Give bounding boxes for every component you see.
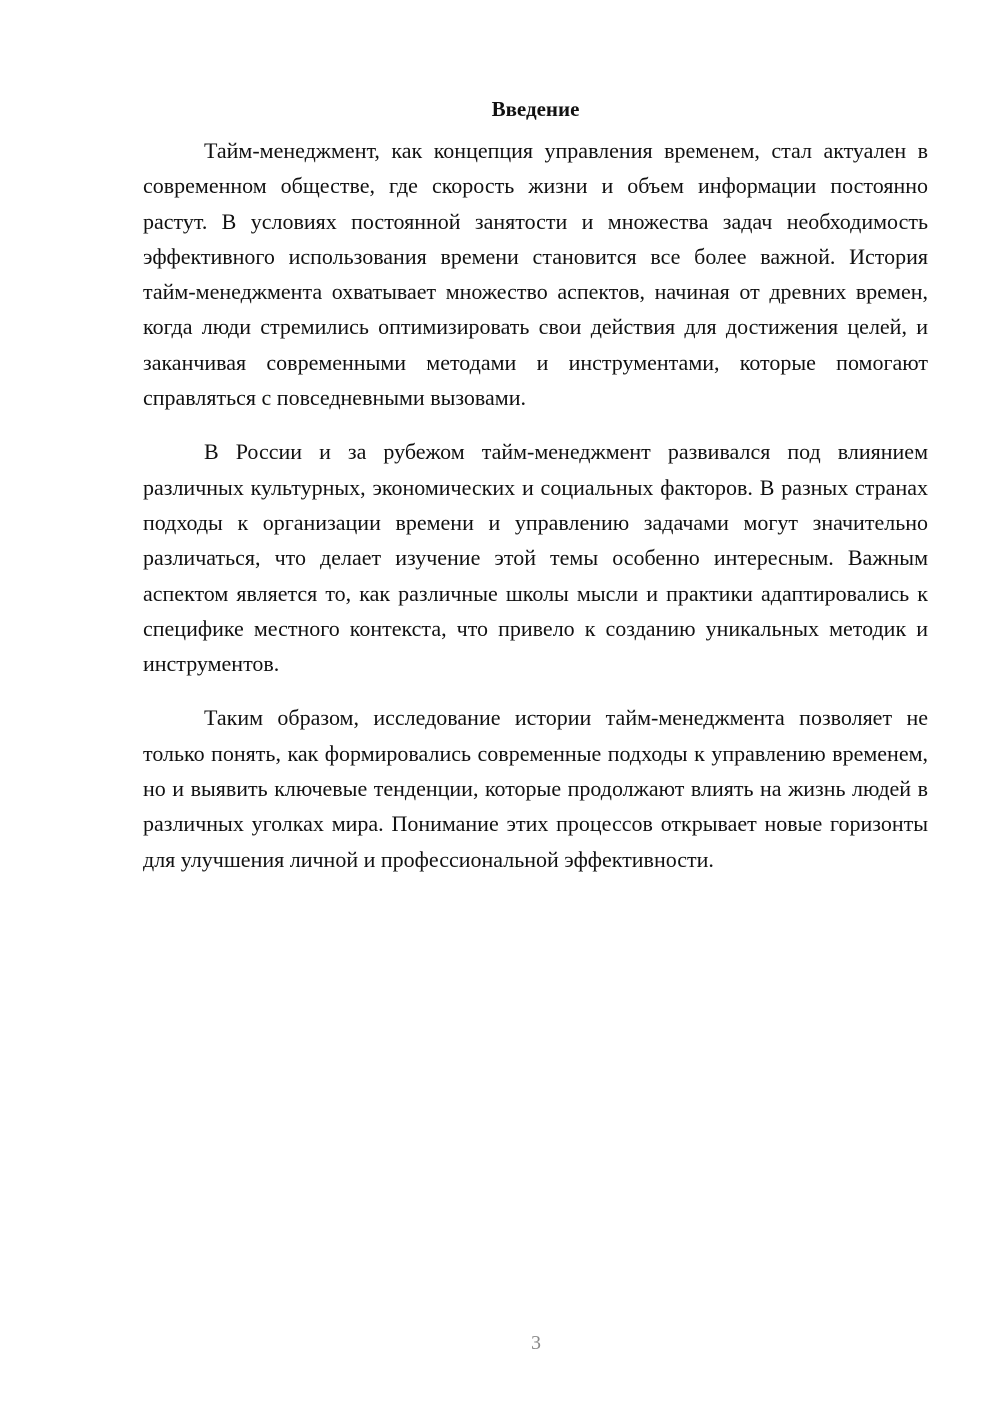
paragraph-3: Таким образом, исследование истории тайм-менеджмента позволяет не только понять, как формировались современные подходы к управлению временем, но и выявить ключевые тенденции, которые продолжают влиять на жизнь людей в различных уголках мира. Понимание этих процессов открывает новые горизонты для улучшения личной и профессиональной эффективности. bbox=[143, 705, 928, 872]
paragraph-1: Тайм-менеджмент, как концепция управления временем, стал актуален в современном обществе, где скорость жизни и объем информации постоянно растут. В условиях постоянной занятости и множества задач необходимость эффективного использования времени становится все более важной. История тайм-менеджмента охватывает множество аспектов, начиная от древних времен, когда люди стремились оптимизировать свои действия для достижения целей, и заканчивая современными методами и инструментами, которые помогают справляться с повседневными вызовами. bbox=[143, 138, 928, 411]
page-number: 3 bbox=[531, 1332, 541, 1354]
page-content bbox=[143, 92, 928, 896]
paragraph-2: В России и за рубежом тайм-менеджмент развивался под влиянием различных культурных, экономических и социальных факторов. В разных странах подходы к организации времени и управлению задачами могут значительно различаться, что делает изучение этой темы особенно интересным. Важным аспектом является то, как различные школы мысли и практики адаптировались к специфике местного контекста, что привело к созданию уникальных методик и инструментов. bbox=[143, 439, 928, 677]
section-heading: Введение bbox=[491, 97, 580, 121]
